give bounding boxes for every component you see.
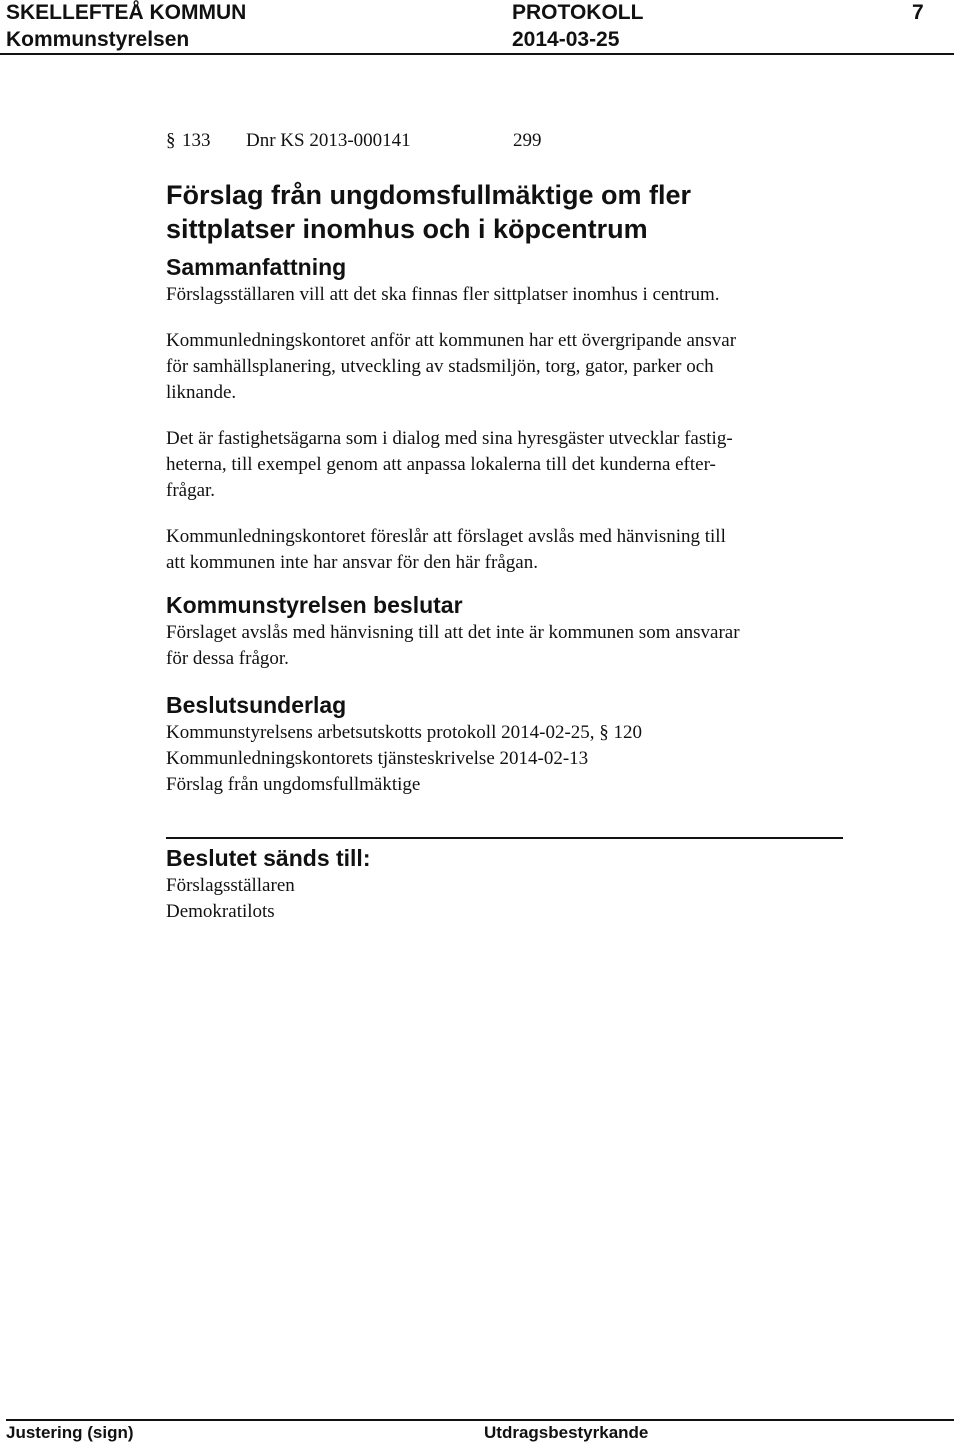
- title-line-2: sittplatser inomhus och i köpcentrum: [166, 214, 648, 244]
- basis-list: [166, 720, 866, 798]
- certified-label: Utdragsbestyrkande: [484, 1423, 649, 1442]
- body-name: Kommunstyrelsen: [6, 28, 190, 51]
- summary-paragraph-4: [166, 524, 866, 576]
- sent-to-divider: [166, 837, 843, 839]
- decision-heading: Kommunstyrelsen beslutar: [166, 592, 463, 618]
- title-line-1: Förslag från ungdomsfullmäktige om fler: [166, 180, 692, 210]
- basis-item: Förslag från ungdomsfullmäktige: [166, 774, 421, 795]
- doc-type: PROTOKOLL: [512, 1, 644, 24]
- section-symbol: §: [166, 130, 176, 151]
- section-number: 133: [182, 130, 211, 151]
- document-body: [166, 128, 866, 925]
- text-line: för samhällsplanering, utveckling av stadsmiljön, torg, gator, parker och: [166, 356, 714, 377]
- text-line: Kommunledningskontoret föreslår att förslaget avslås med hänvisning till: [166, 526, 726, 547]
- text-line: Det är fastighetsägarna som i dialog med sina hyresgäster utvecklar fastig-: [166, 428, 733, 449]
- text-line: heterna, till exempel genom att anpassa lokalerna till det kunderna efter-: [166, 454, 716, 475]
- section-symbol: §: [599, 722, 609, 743]
- header-divider: [0, 53, 954, 55]
- recipient-item: Demokratilots: [166, 901, 275, 922]
- footer-divider: [6, 1419, 954, 1421]
- page-number: 7: [912, 1, 924, 24]
- text-line: för dessa frågor.: [166, 648, 289, 669]
- text-line: Förslaget avslås med hänvisning till att det inte är kommunen som ansvarar: [166, 622, 740, 643]
- diary-number: Dnr KS 2013-000141: [246, 130, 411, 151]
- text-line: att kommunen inte har ansvar för den här frågan.: [166, 552, 538, 573]
- basis-item: [166, 720, 866, 746]
- decision-text: [166, 620, 866, 672]
- recipient-list: [166, 873, 866, 925]
- basis-item-text: Kommunstyrelsens arbetsutskotts protokoll 2014-02-25,: [166, 722, 595, 743]
- page-title: [166, 178, 866, 246]
- section-reference: [166, 128, 866, 158]
- archive-code: 299: [513, 130, 542, 151]
- signature-label: Justering (sign): [6, 1423, 134, 1442]
- text-line: liknande.: [166, 382, 237, 403]
- summary-paragraph-2: [166, 328, 866, 406]
- recipient-item: Förslagsställaren: [166, 875, 295, 896]
- basis-heading: Beslutsunderlag: [166, 692, 347, 718]
- org-name: SKELLEFTEÅ KOMMUN: [6, 1, 247, 24]
- summary-paragraph-1: Förslagsställaren vill att det ska finnas fler sittplatser inomhus i centrum.: [166, 284, 720, 305]
- section-number: 120: [613, 722, 643, 743]
- summary-paragraph-3: [166, 426, 866, 504]
- page-header: [0, 0, 960, 56]
- text-line: frågar.: [166, 480, 216, 501]
- page-footer: [0, 1423, 960, 1447]
- meeting-date: 2014-03-25: [512, 28, 620, 51]
- sent-to-heading: Beslutet sänds till:: [166, 845, 371, 871]
- basis-item: Kommunledningskontorets tjänsteskrivelse 2014-02-13: [166, 748, 589, 769]
- summary-heading: Sammanfattning: [166, 254, 347, 280]
- text-line: Kommunledningskontoret anför att kommunen har ett övergripande ansvar: [166, 330, 737, 351]
